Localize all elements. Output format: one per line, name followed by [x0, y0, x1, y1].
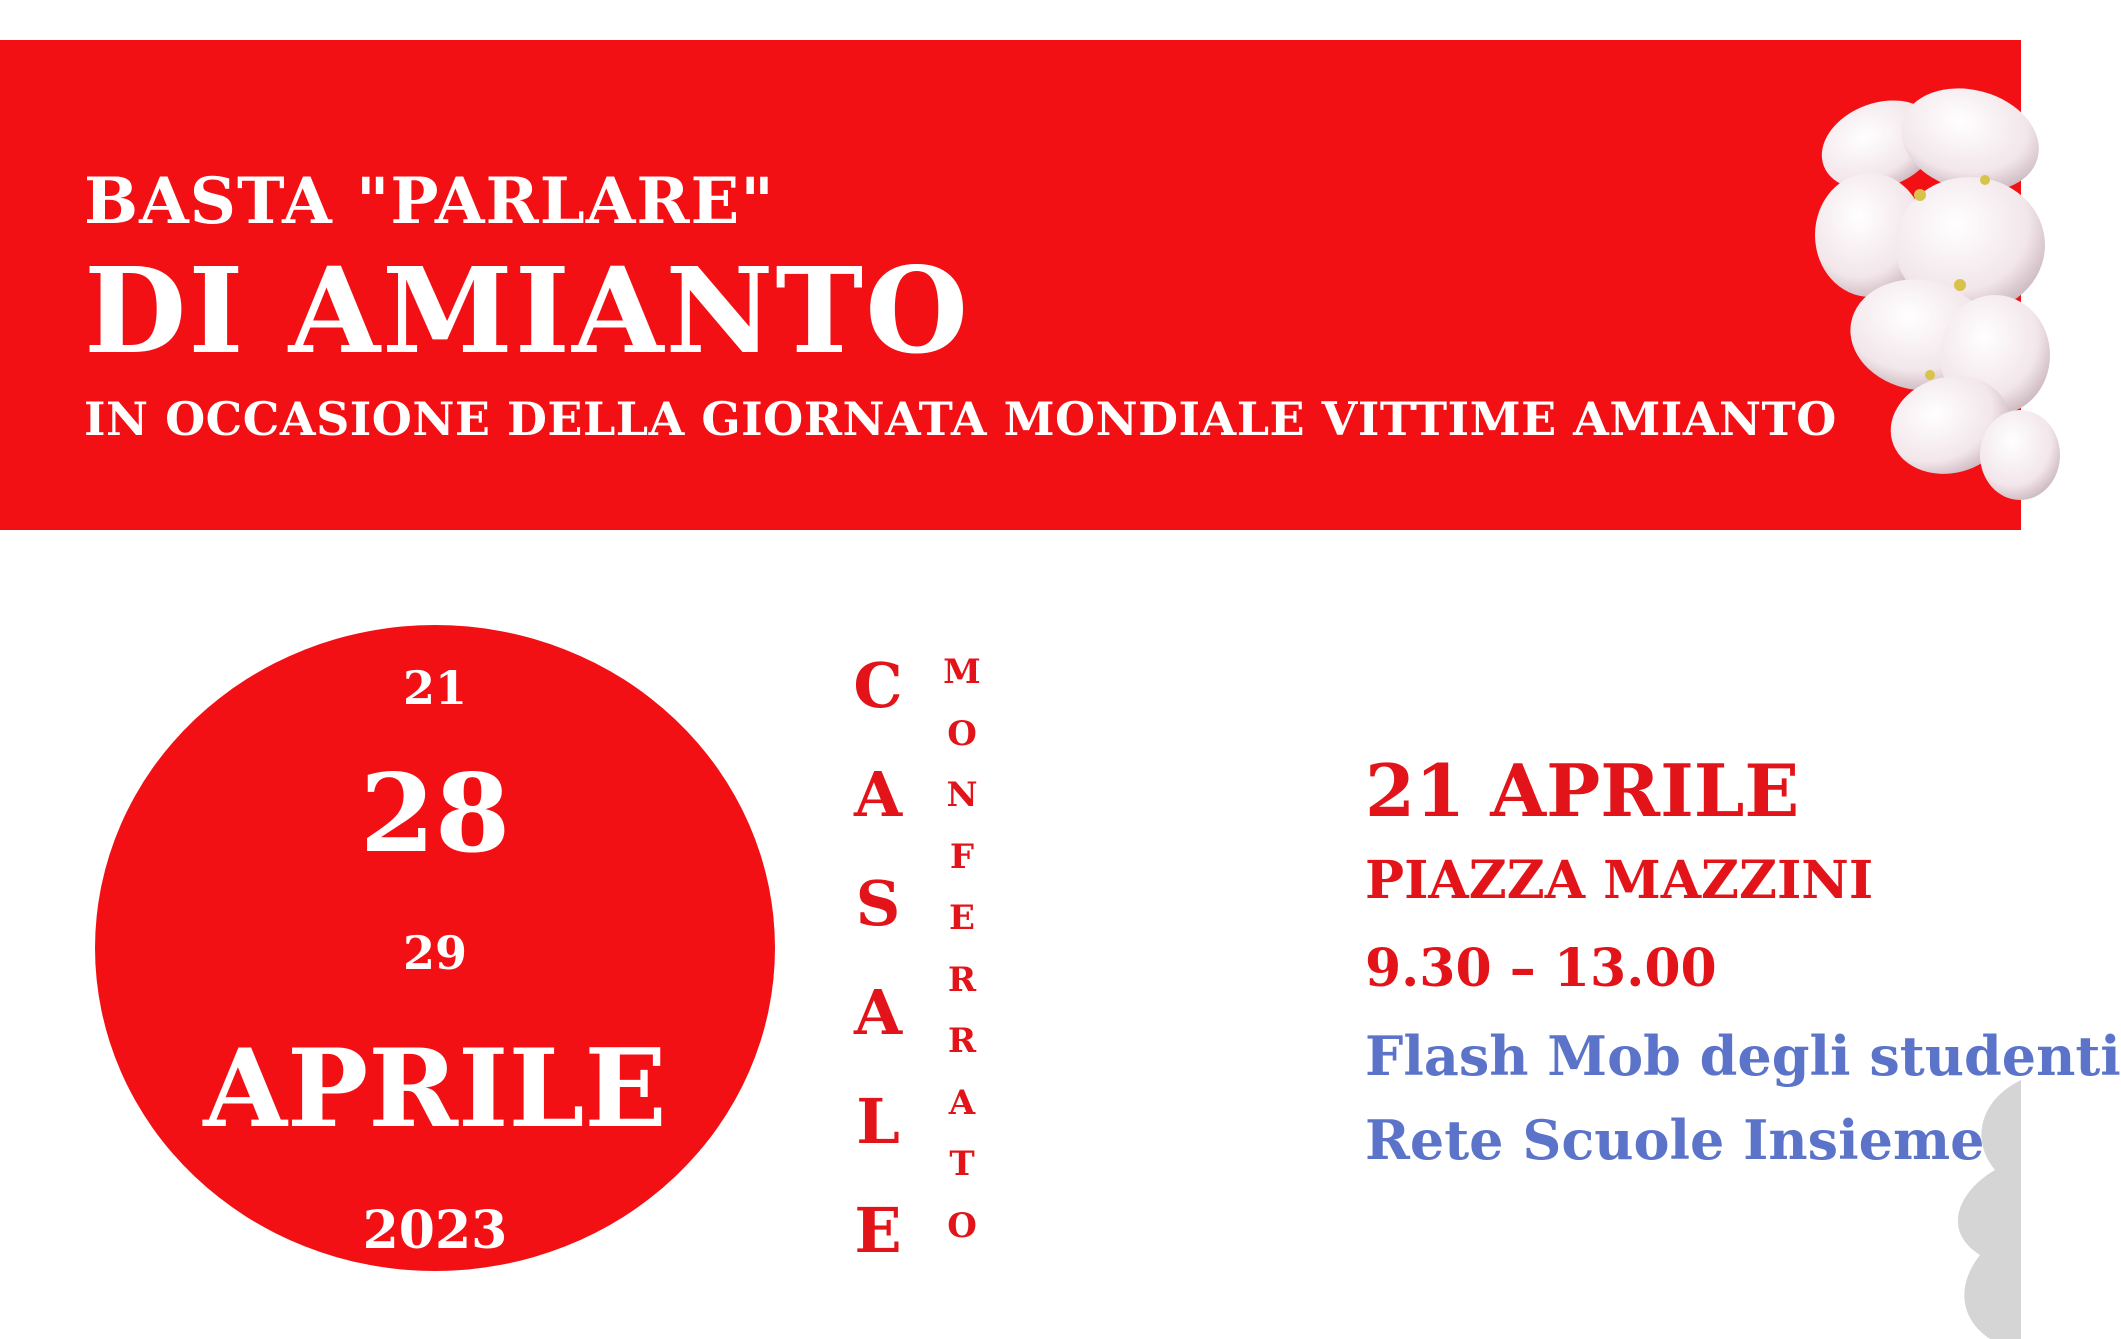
city-letter: S: [855, 867, 901, 940]
region-letter: R: [947, 1021, 977, 1061]
city-vertical-casale: [848, 649, 908, 1309]
event-description: Flash Mob degli studenti: [1365, 1024, 2121, 1088]
region-letter: N: [946, 775, 978, 815]
region-letter: O: [947, 1205, 977, 1246]
event-date: 21 APRILE: [1365, 748, 1800, 833]
city-letter: C: [853, 649, 903, 722]
event-organizer: Rete Scuole Insieme: [1365, 1108, 1985, 1172]
event-place: PIAZZA MAZZINI: [1365, 850, 1874, 911]
region-letter: E: [949, 898, 975, 938]
region-letter: O: [947, 713, 977, 754]
city-letter: L: [856, 1085, 900, 1158]
region-letter: A: [948, 1082, 976, 1123]
header-banner: [0, 40, 2021, 530]
event-details: [1365, 748, 2121, 1172]
subtitle-occasion: IN OCCASIONE DELLA GIORNATA MONDIALE VITTIME AMIANTO: [84, 392, 1837, 446]
city-letter: A: [853, 976, 903, 1049]
event-time: 9.30 – 13.00: [1365, 938, 1717, 999]
dates-circle: [95, 625, 775, 1271]
city-letter: A: [853, 758, 903, 831]
flower-image: [1810, 85, 2040, 505]
region-letter: F: [949, 836, 975, 877]
title-line-basta-parlare: BASTA "PARLARE": [84, 164, 775, 239]
region-vertical-monferrato: [942, 652, 982, 1270]
month-label: APRILE: [203, 1026, 667, 1152]
date-28: 28: [359, 751, 511, 877]
region-letter: R: [947, 959, 977, 1000]
date-29: 29: [402, 926, 467, 980]
region-letter: M: [943, 652, 981, 692]
year-label: 2023: [362, 1200, 508, 1261]
banner-title-block: [84, 164, 1837, 446]
city-letter: E: [854, 1194, 902, 1267]
date-21: 21: [402, 661, 467, 715]
title-line-di-amianto: DI AMIANTO: [84, 241, 970, 380]
region-letter: T: [949, 1144, 975, 1184]
